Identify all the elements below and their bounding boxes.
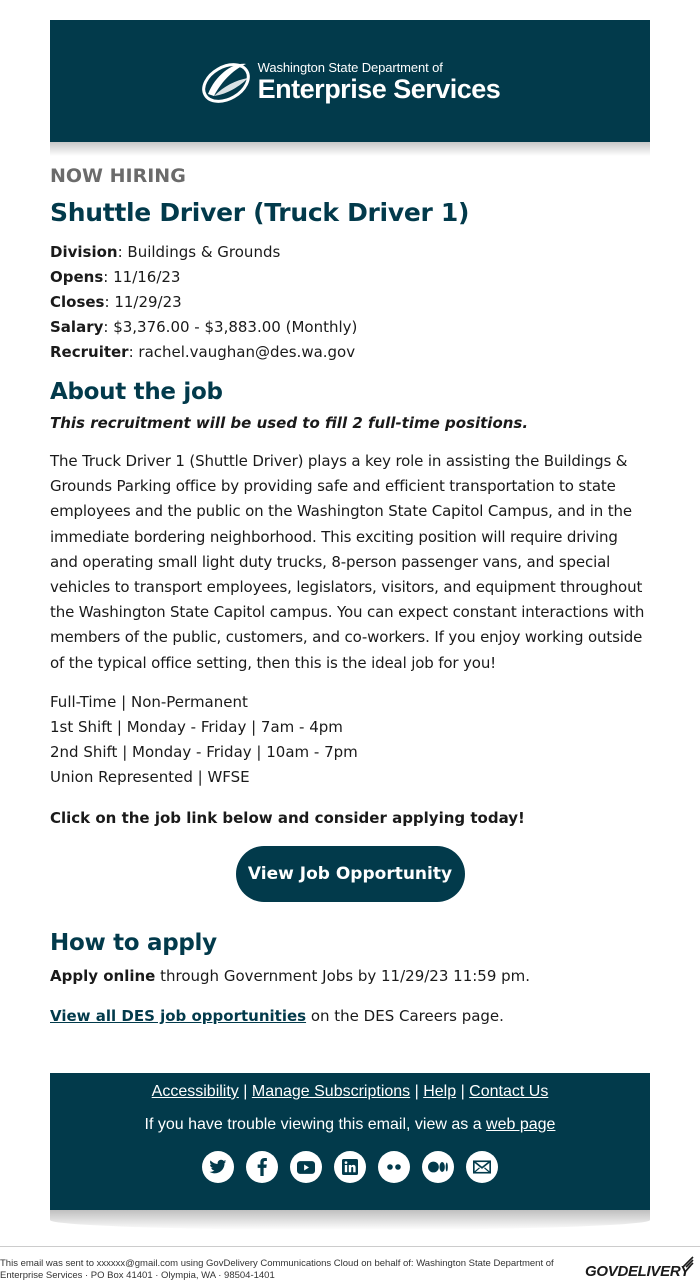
logo-title: Enterprise Services — [257, 73, 501, 104]
about-heading: About the job — [50, 379, 223, 405]
youtube-icon[interactable] — [290, 1151, 322, 1183]
job-title: Shuttle Driver (Truck Driver 1) — [50, 198, 470, 227]
social-icons — [50, 1151, 650, 1183]
detail-salary: Salary: $3,376.00 - $3,883.00 (Monthly) — [50, 318, 358, 336]
eyebrow-label: NOW HIRING — [50, 165, 186, 187]
detail-opens: Opens: 11/16/23 — [50, 268, 181, 286]
des-logo[interactable] — [200, 56, 501, 106]
careers-line: View all DES job opportunities on the DES Careers page. — [50, 1006, 504, 1025]
job-description: The Truck Driver 1 (Shuttle Driver) plays a key role in assisting the Buildings & Grounds Parking office by providing safe and efficient transportation to state employees and the public on the Washington State Capitol Campus, and in the immediate bordering neighborhood. This exciting position will require driving and operating small light duty trucks, 8-person passenger vans, and special vehicles to transport employees, legislators, visitors, and equipment throughout the Washington State Capitol campus. You can expect constant interactions with members of the public, customers, and co-workers. If you enjoy working outside of the typical office setting, then this is the ideal job for you! — [50, 452, 645, 672]
linkedin-icon[interactable] — [334, 1151, 366, 1183]
email-footer — [50, 1073, 650, 1210]
schedule-line: 1st Shift | Monday - Friday | 7am - 4pm — [50, 717, 343, 736]
flickr-icon[interactable] — [378, 1151, 410, 1183]
footer-links: Accessibility | Manage Subscriptions | Help | Contact Us — [151, 1083, 549, 1100]
schedule-line: Full-Time | Non-Permanent — [50, 692, 248, 711]
email-body — [50, 160, 650, 1029]
apply-instructions: Apply online through Government Jobs by 11/29/23 11:59 pm. — [50, 966, 531, 985]
web-page-link[interactable]: web page — [486, 1116, 556, 1133]
schedule-line: 2nd Shift | Monday - Friday | 10am - 7pm — [50, 742, 358, 761]
schedule-line: Union Represented | WFSE — [50, 767, 250, 786]
contact-us-link[interactable]: Contact Us — [469, 1083, 549, 1100]
help-link[interactable]: Help — [423, 1083, 457, 1100]
recruitment-note: This recruitment will be used to fill 2 full-time positions. — [50, 414, 529, 432]
apply-heading: How to apply — [50, 929, 217, 956]
email-icon[interactable] — [466, 1151, 498, 1183]
header-shadow — [50, 142, 650, 156]
manage-subscriptions-link[interactable]: Manage Subscriptions — [251, 1083, 411, 1100]
logo-subtitle: Washington State Department of — [257, 59, 443, 75]
facebook-icon[interactable] — [246, 1151, 278, 1183]
view-all-jobs-link[interactable]: View all DES job opportunities — [50, 1006, 307, 1025]
accessibility-link[interactable]: Accessibility — [151, 1083, 239, 1100]
job-details — [50, 240, 650, 365]
twitter-icon[interactable] — [202, 1151, 234, 1183]
detail-closes: Closes: 11/29/23 — [50, 293, 182, 311]
email-header — [50, 20, 650, 142]
schedule-list — [50, 690, 650, 790]
govdelivery-logo[interactable] — [585, 1259, 695, 1285]
detail-division: Division: Buildings & Grounds — [50, 243, 281, 261]
govdelivery-wordmark: GOVDELIVERY — [585, 1263, 690, 1280]
detail-recruiter: Recruiter: rachel.vaughan@des.wa.gov — [50, 343, 356, 361]
view-job-opportunity-button[interactable]: View Job Opportunity — [236, 846, 465, 902]
govdelivery-mark-icon — [681, 1255, 695, 1269]
des-swoosh-icon — [200, 56, 252, 106]
cta-text: Click on the job link below and consider applying today! — [50, 808, 525, 827]
footer-shadow — [50, 1210, 650, 1230]
medium-icon[interactable] — [422, 1151, 454, 1183]
sender-notice: This email was sent to xxxxxx@gmail.com using GovDelivery Communications Cloud on behalf of: Washington State Department of Enterprise Services · PO Box 41401 · Olympia, WA · 98504-1401 — [0, 1258, 554, 1281]
divider — [0, 1246, 700, 1247]
view-as-webpage-line: If you have trouble viewing this email, view as a web page — [144, 1116, 556, 1133]
